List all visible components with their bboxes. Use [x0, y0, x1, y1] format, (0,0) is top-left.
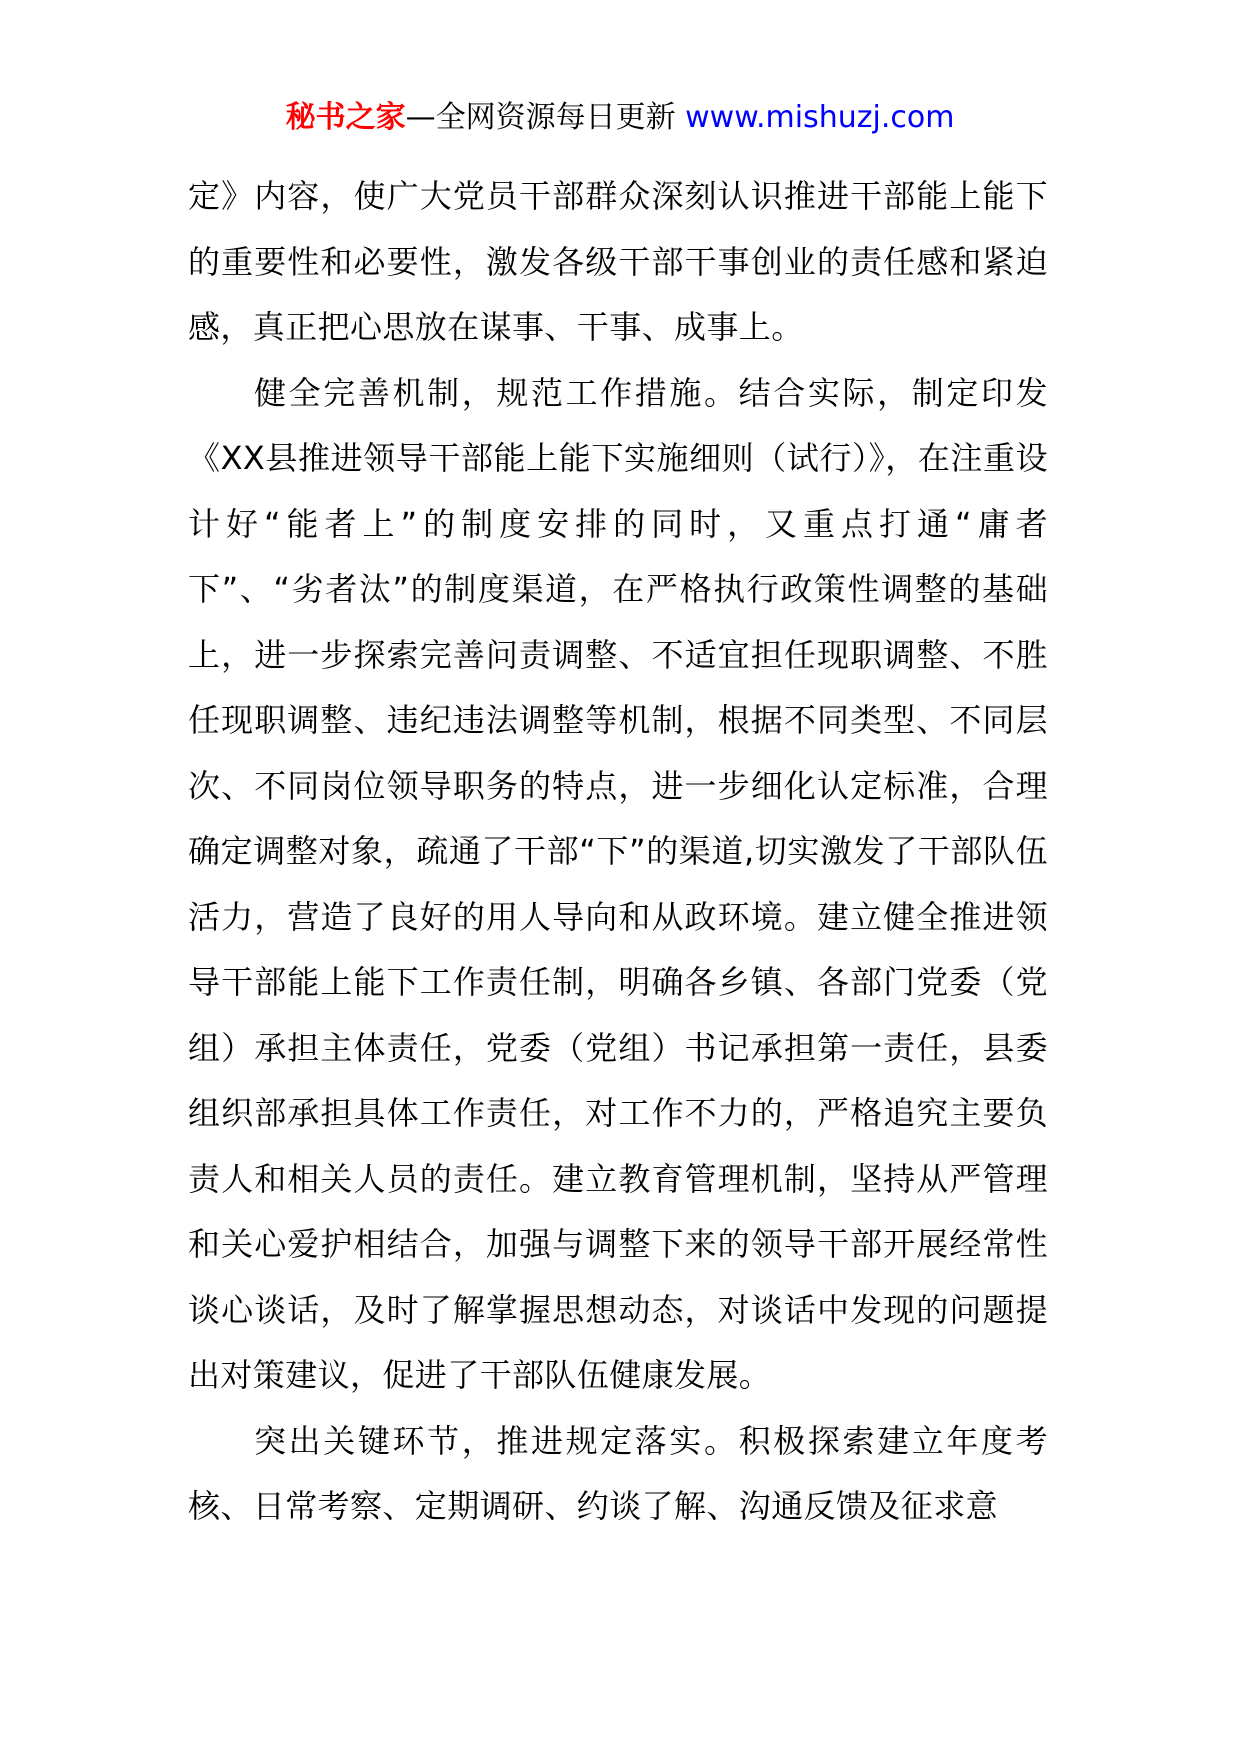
- paragraph-key-links: 突出关键环节，推进规定落实。积极探索建立年度考核、日常考察、定期调研、约谈了解、沟通反馈及征求意: [188, 1421, 1048, 1525]
- site-url-link[interactable]: www.mishuzj.com: [685, 100, 955, 135]
- paragraph-continuation: 定》内容，使广大党员干部群众深刻认识推进干部能上能下的重要性和必要性，激发各级干部干事创业的责任感和紧迫感，真正把心思放在谋事、干事、成事上。: [188, 177, 1048, 346]
- site-header: [0, 98, 1240, 138]
- site-tagline: —全网资源每日更新: [405, 100, 686, 135]
- site-brand-name: 秘书之家: [285, 100, 406, 135]
- paragraph-mechanism: 健全完善机制，规范工作措施。结合实际，制定印发《XX县推进领导干部能上能下实施细则（试行）》，在注重设计好“能者上”的制度安排的同时，又重点打通“庸者下”、“劣者汰”的制度渠道，在严格执行政策性调整的基础上，进一步探索完善问责调整、不适宜担任现职调整、不胜任现职调整、违纪违法调整等机制，根据不同类型、不同层次、不同岗位领导职务的特点，进一步细化认定标准，合理确定调整对象，疏通了干部“下”的渠道,切实激发了干部队伍活力，营造了良好的用人导向和从政环境。建立健全推进领导干部能上能下工作责任制，明确各乡镇、各部门党委（党组）承担主体责任，党委（党组）书记承担第一责任，县委组织部承担具体工作责任，对工作不力的，严格追究主要负责人和相关人员的责任。建立教育管理机制，坚持从严管理和关心爱护相结合，加强与调整下来的领导干部开展经常性谈心谈话，及时了解掌握思想动态，对谈话中发现的问题提出对策建议，促进了干部队伍健康发展。: [188, 373, 1048, 1394]
- document-body: [188, 164, 1048, 1540]
